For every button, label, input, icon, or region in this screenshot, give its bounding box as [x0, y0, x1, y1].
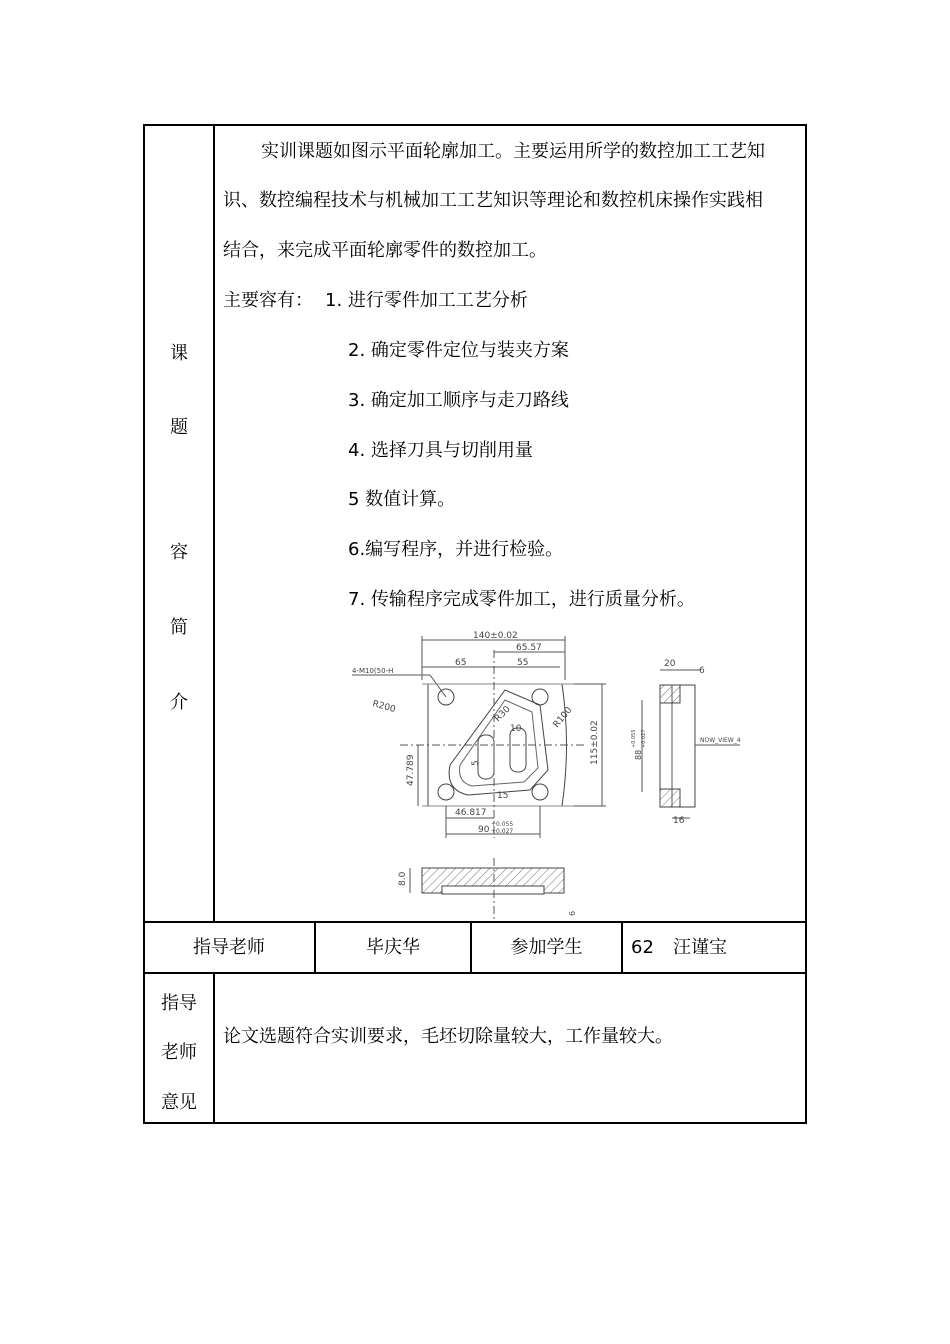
- dim-height: 115±0.02: [590, 720, 600, 765]
- task-item: 1. 进行零件加工工艺分析: [325, 290, 528, 311]
- dim-r100: R100: [551, 705, 575, 730]
- part-drawing: [340, 625, 760, 921]
- bottom-dim-8: 8.0: [398, 871, 408, 886]
- main-content-label: 主要容有：: [223, 290, 313, 311]
- dim-55: 55: [517, 658, 529, 668]
- dim-90-tol-upper: +0.055: [491, 821, 514, 828]
- topic-intro-line-2: 识、数控编程技术与机械加工工艺知识等理论和数控机床操作实践相: [223, 190, 763, 211]
- side-dim-88-tol-upper: +0.055: [631, 729, 637, 748]
- task-item: 2. 确定零件定位与装夹方案: [348, 340, 569, 361]
- opinion-label-line: 意见: [161, 1092, 197, 1113]
- task-item: 7. 传输程序完成零件加工，进行质量分析。: [348, 589, 695, 610]
- topic-label-char: 课: [170, 343, 188, 364]
- opinion-label-line: 指导: [161, 993, 197, 1014]
- dim-r200: R200: [371, 699, 397, 715]
- opinion-text: 论文选题符合实训要求，毛坯切除量较大，工作量较大。: [223, 1026, 673, 1047]
- student-label: 参加学生: [510, 937, 583, 958]
- task-item: 6.编写程序，并进行检验。: [348, 539, 564, 560]
- row-divider-1: [143, 921, 807, 923]
- dim-65-57: 65.57: [516, 643, 542, 653]
- dim-15: 15: [497, 791, 509, 801]
- side-dim-16: 16: [673, 816, 685, 826]
- side-dim-88: 88: [634, 749, 643, 760]
- dim-90-tol-lower: +0.027: [491, 828, 514, 835]
- side-dim-88-tol-lower: +0.027: [641, 729, 647, 748]
- student-name: 汪谨宝: [673, 937, 727, 958]
- dim-10: 10: [510, 724, 522, 734]
- topic-label-char: 介: [170, 692, 188, 713]
- topic-label-char: 容: [170, 542, 188, 563]
- topic-label-char: 简: [170, 617, 188, 638]
- task-item: 5 数值计算。: [348, 489, 456, 510]
- task-table: [143, 124, 807, 1124]
- bottom-dim-6: 6: [568, 910, 577, 916]
- topic-intro-line-3: 结合，来完成平面轮廓零件的数控加工。: [223, 240, 547, 261]
- task-item: 4. 选择刀具与切削用量: [348, 440, 533, 461]
- student-id: 62: [631, 937, 654, 958]
- advisor-label: 指导老师: [193, 937, 265, 958]
- dim-r30: R30: [493, 704, 513, 725]
- advisor-name: 毕庆华: [366, 937, 420, 958]
- dim-90: 90: [478, 825, 490, 835]
- opinion-column-divider: [213, 973, 215, 1124]
- dim-46-817: 46.817: [455, 808, 487, 818]
- dim-5: 5: [471, 760, 481, 766]
- task-item: 3. 确定加工顺序与走刀路线: [348, 390, 569, 411]
- dim-47-789: 47.789: [406, 754, 416, 786]
- topic-intro-line-1: 实训课题如图示平面轮廓加工。主要运用所学的数控加工工艺知: [261, 141, 765, 162]
- side-view-label: NOW_VIEW_4: [700, 737, 741, 744]
- row-divider-2: [143, 972, 807, 974]
- topic-label-char: 题: [170, 417, 188, 438]
- hole-note: 4-M10(50-H: [352, 667, 394, 675]
- left-column-divider: [213, 124, 215, 922]
- opinion-label-line: 老师: [161, 1042, 197, 1063]
- side-dim-20: 20: [664, 659, 676, 669]
- dim-overall-width: 140±0.02: [473, 631, 518, 641]
- side-dim-6: 6: [699, 666, 705, 676]
- dim-65: 65: [455, 658, 467, 668]
